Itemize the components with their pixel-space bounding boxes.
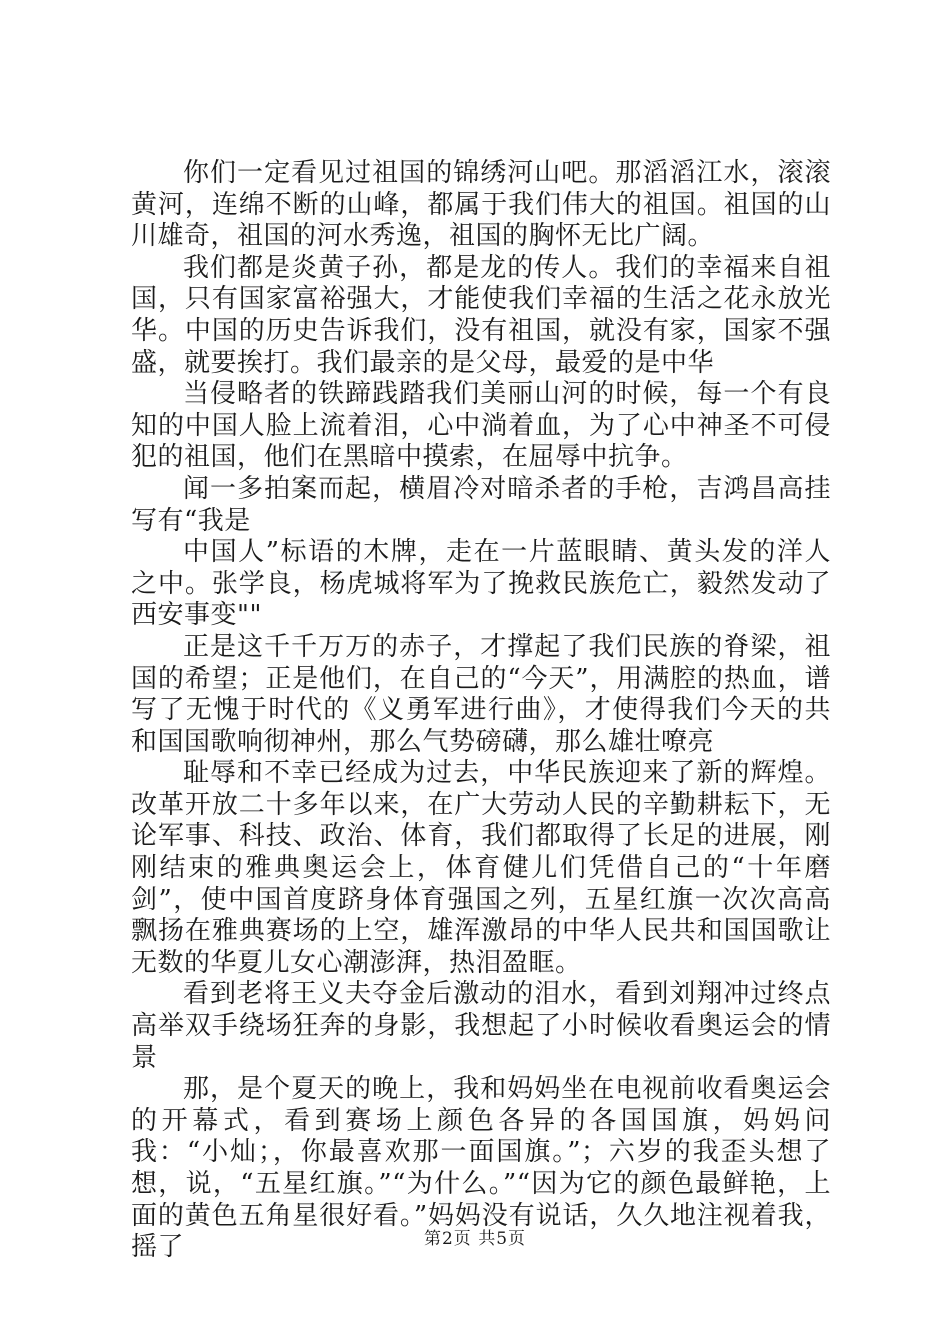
paragraph-2: 我们都是炎黄子孙，都是龙的传人。我们的幸福来自祖国，只有国家富裕强大，才能使我们幸福的生活之花永放光华。中国的历史告诉我们，没有祖国，就没有家，国家不强盛，就要挨打。我们最亲的是父母，最爱的是中华 (131, 252, 831, 378)
paragraph-9: 那，是个夏天的晚上，我和妈妈坐在电视前收看奥运会的开幕式，看到赛场上颜色各异的各国国旗，妈妈问我：“小灿；，你最喜欢那一面国旗。”；六岁的我歪头想了想，说，“五星红旗。”“为什么。”“因为它的颜色最鲜艳，上面的黄色五角星很好看。”妈妈没有说话，久久地注视着我，摇了 (131, 1074, 831, 1263)
paragraph-4: 闻一多拍案而起，横眉冷对暗杀者的手枪，吉鸿昌高挂写有“我是 (131, 473, 831, 536)
paragraph-3: 当侵略者的铁蹄践踏我们美丽山河的时候，每一个有良知的中国人脸上流着泪，心中淌着血，为了心中神圣不可侵犯的祖国，他们在黑暗中摸索，在屈辱中抗争。 (131, 379, 831, 473)
paragraph-8: 看到老将王义夫夺金后激动的泪水，看到刘翔冲过终点高举双手绕场狂奔的身影，我想起了小时候收看奥运会的情景 (131, 979, 831, 1073)
paragraph-1: 你们一定看见过祖国的锦绣河山吧。那滔滔江水，滚滚黄河，连绵不断的山峰，都属于我们伟大的祖国。祖国的山川雄奇，祖国的河水秀逸，祖国的胸怀无比广阔。 (131, 158, 831, 252)
paragraph-6: 正是这千千万万的赤子，才撑起了我们民族的脊梁，祖国的希望；正是他们，在自己的“今天”，用满腔的热血，谱写了无愧于时代的《义勇军进行曲》，才使得我们今天的共和国国歌响彻神州，那么气势磅礴，那么雄壮嘹亮 (131, 631, 831, 757)
paragraph-7: 耻辱和不幸已经成为过去，中华民族迎来了新的辉煌。改革开放二十多年以来，在广大劳动人民的辛勤耕耘下，无论军事、科技、政治、体育，我们都取得了长足的进展，刚刚结束的雅典奥运会上，体育健儿们凭借自己的“十年磨剑”，使中国首度跻身体育强国之列，五星红旗一次次高高飘扬在雅典赛场的上空，雄浑激昂的中华人民共和国国歌让无数的华夏儿女心潮澎湃，热泪盈眶。 (131, 758, 831, 978)
page-footer: 第2页 共5页 (423, 1229, 527, 1249)
document-body (131, 158, 831, 1264)
paragraph-5: 中国人”标语的木牌，走在一片蓝眼睛、黄头发的洋人之中。张学良，杨虎城将军为了挽救民族危亡，毅然发动了西安事变"" (131, 537, 831, 631)
